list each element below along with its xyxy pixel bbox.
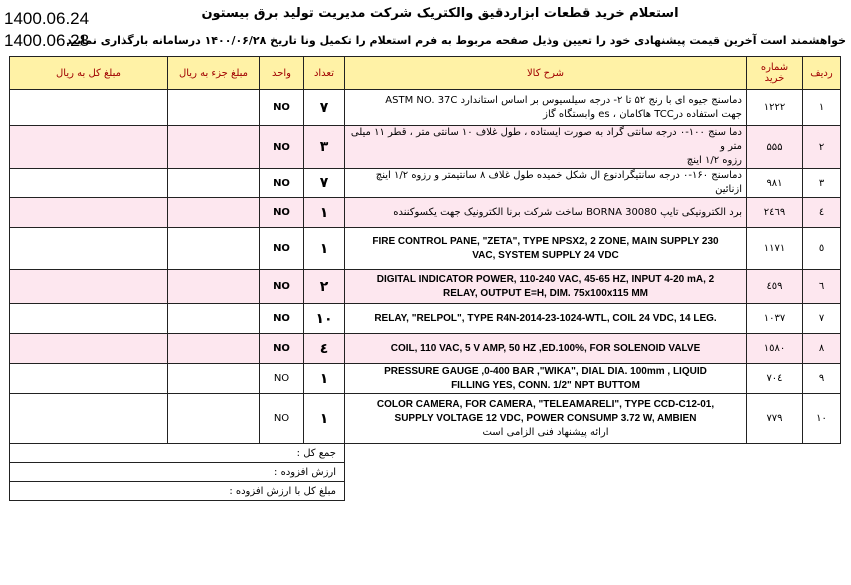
unit-price <box>168 126 260 169</box>
header-shomare: شماره خرید <box>747 57 803 90</box>
unit: NO <box>260 364 304 394</box>
description-line2: RELAY, OUTPUT E=H, DIM. 75x100x115 MM <box>443 287 648 299</box>
items-table <box>9 56 841 501</box>
description-line2: جهت استفاده درTCC هاکامان ، es وابستگاه گاز <box>543 108 742 120</box>
description-line1: COLOR CAMERA, FOR CAMERA, "TELEAMARELI", TYPE CCD-C12-01, <box>376 398 715 410</box>
total-price <box>10 394 168 444</box>
description-line1: PRESSURE GAUGE ,0-400 BAR ,"WIKA", DIAL DIA. 100mm , LIQUID <box>384 365 707 377</box>
quantity: ٤ <box>304 334 345 364</box>
item-description <box>345 126 747 169</box>
row-index: ۷ <box>803 304 841 334</box>
total-price <box>10 90 168 126</box>
header-mablagh-kol: مبلغ کل به ریال <box>10 57 168 90</box>
row-index: ۱ <box>803 90 841 126</box>
unit-price <box>168 169 260 198</box>
header-radif: ردیف <box>803 57 841 90</box>
unit-price <box>168 90 260 126</box>
description-line1: FIRE CONTROL PANE, "ZETA", TYPE NPSX2, 2 ZONE, MAIN SUPPLY 230 <box>372 235 719 247</box>
item-description <box>345 270 747 304</box>
purchase-number: ۷۷۹ <box>747 394 803 444</box>
total-price <box>10 228 168 270</box>
total-price <box>10 270 168 304</box>
description-line3: ارائه پیشنهاد فنی الزامی است <box>482 426 609 438</box>
row-index: ٤ <box>803 198 841 228</box>
quantity: ۱ <box>304 364 345 394</box>
unit: NO <box>260 126 304 169</box>
item-description <box>345 364 747 394</box>
quantity: ۱ <box>304 394 345 444</box>
purchase-number: ۱۲۲۲ <box>747 90 803 126</box>
total-price <box>10 198 168 228</box>
row-index: ٥ <box>803 228 841 270</box>
header-tedad: تعداد <box>304 57 345 90</box>
quantity: ۱ <box>304 198 345 228</box>
purchase-number: ۱۱۷۱ <box>747 228 803 270</box>
description-line2: رزوه ۱/۲ اینچ <box>686 155 742 166</box>
total-price <box>10 126 168 169</box>
purchase-number: ۲٤٦۹ <box>747 198 803 228</box>
table-row <box>10 90 841 126</box>
description-line1: برد الکترونیکی تایپ BORNA 30080 ساخت شرکت برنا الکترونیک جهت یکسوکننده <box>393 206 742 218</box>
total-with-vat-label: مبلغ کل با ارزش افزوده : <box>10 482 345 501</box>
table-row <box>10 126 841 169</box>
unit-price <box>168 304 260 334</box>
unit: NO <box>260 270 304 304</box>
total-vat-label: ارزش افزوده : <box>10 463 345 482</box>
total-price <box>10 169 168 198</box>
purchase-number: ۹۸۱ <box>747 169 803 198</box>
header-sharh: شرح کالا <box>345 57 747 90</box>
quantity: ۷ <box>304 169 345 198</box>
description-line1: DIGITAL INDICATOR POWER, 110-240 VAC, 45-65 HZ, INPUT 4-20 mA, 2 <box>376 273 715 285</box>
row-index: ۹ <box>803 364 841 394</box>
row-index: ۸ <box>803 334 841 364</box>
table-body <box>10 90 841 444</box>
date-2: 1400.06.28 <box>4 31 90 50</box>
purchase-number: ۱٥۸۰ <box>747 334 803 364</box>
header-vahed: واحد <box>260 57 304 90</box>
unit-price <box>168 334 260 364</box>
unit-price <box>168 270 260 304</box>
date-1: 1400.06.24 <box>4 9 90 28</box>
table-row <box>10 394 841 444</box>
table-row <box>10 228 841 270</box>
item-description <box>345 90 747 126</box>
description-line1: RELAY, "RELPOL", TYPE R4N-2014-23-1024-WTL, COIL 24 VDC, 14 LEG. <box>374 312 717 324</box>
description-line2: SUPPLY VOLTAGE 12 VDC, POWER CONSUMP 3.72 W, AMBIEN <box>394 412 697 424</box>
description-line2: FILLING YES, CONN. 1/2" NPT BUTTOM <box>451 379 640 391</box>
description-line1: دماسنج جیوه ای با رنج ۵۲ تا ۲- درجه سیلسیوس بر اساس استاندارد ASTM NO. 37C <box>385 94 742 106</box>
unit: NO <box>260 198 304 228</box>
table-row <box>10 364 841 394</box>
item-description <box>345 394 747 444</box>
unit-price <box>168 394 260 444</box>
document-title: استعلام خرید قطعات ابزاردقیق والکتریک شرکت مدیریت تولید برق بیستون <box>201 6 679 21</box>
row-index: ۳ <box>803 169 841 198</box>
quantity: ۳ <box>304 126 345 169</box>
document-subtitle: خواهشمند است آخرین قیمت پیشنهادی خود را تعیین وذیل صفحه مربوط به فرم استعلام را تکمیل ونا تاریخ ۱۴۰۰/۰۶/۲۸ درسامانه بارگذاری نمایید <box>66 34 846 47</box>
table-header-row <box>10 57 841 90</box>
table-row <box>10 334 841 364</box>
purchase-number: ٤٥۹ <box>747 270 803 304</box>
total-row-sum <box>10 444 841 463</box>
quantity: ۱۰ <box>304 304 345 334</box>
unit: NO <box>260 304 304 334</box>
description-line2: VAC, SYSTEM SUPPLY 24 VDC <box>472 249 619 261</box>
quantity: ۱ <box>304 228 345 270</box>
table-row <box>10 169 841 198</box>
item-description <box>345 304 747 334</box>
total-price <box>10 304 168 334</box>
table-row <box>10 270 841 304</box>
total-row-vat <box>10 463 841 482</box>
item-description <box>345 228 747 270</box>
total-price <box>10 364 168 394</box>
row-index: ۲ <box>803 126 841 169</box>
total-price <box>10 334 168 364</box>
quantity: ۲ <box>304 270 345 304</box>
item-description <box>345 334 747 364</box>
unit: NO <box>260 394 304 444</box>
row-index: ٦ <box>803 270 841 304</box>
table-row <box>10 198 841 228</box>
quantity: ۷ <box>304 90 345 126</box>
description-line1: دما سنج ۱۰۰-۰ درجه سانتی گراد به صورت ایستاده ، طول غلاف ۱۰ سانتی متر ، قطر ۱۱ میلی متر و <box>350 127 742 152</box>
description-line1: COIL, 110 VAC, 5 V AMP, 50 HZ ,ED.100%, FOR SOLENOID VALVE <box>390 342 701 354</box>
unit-price <box>168 198 260 228</box>
item-description <box>345 169 747 198</box>
unit: NO <box>260 90 304 126</box>
table-row <box>10 304 841 334</box>
purchase-number: ۵۵۵ <box>747 126 803 169</box>
purchase-number: ۷۰٤ <box>747 364 803 394</box>
unit-price <box>168 364 260 394</box>
total-row-with-vat <box>10 482 841 501</box>
row-index: ۱۰ <box>803 394 841 444</box>
item-description <box>345 198 747 228</box>
purchase-number: ۱۰۳۷ <box>747 304 803 334</box>
total-sum-label: جمع کل : <box>10 444 345 463</box>
header-mablagh-joz: مبلغ جزء به ریال <box>168 57 260 90</box>
unit: NO <box>260 228 304 270</box>
unit: NO <box>260 169 304 198</box>
unit-price <box>168 228 260 270</box>
description-line1: دماسنج ۱۶۰-۰ درجه سانتیگرادنوع ال شکل خمیده طول غلاف ۸ سانتیمتر و رزوه ۱/۲ اینچ ازنائین <box>375 170 742 195</box>
unit: NO <box>260 334 304 364</box>
